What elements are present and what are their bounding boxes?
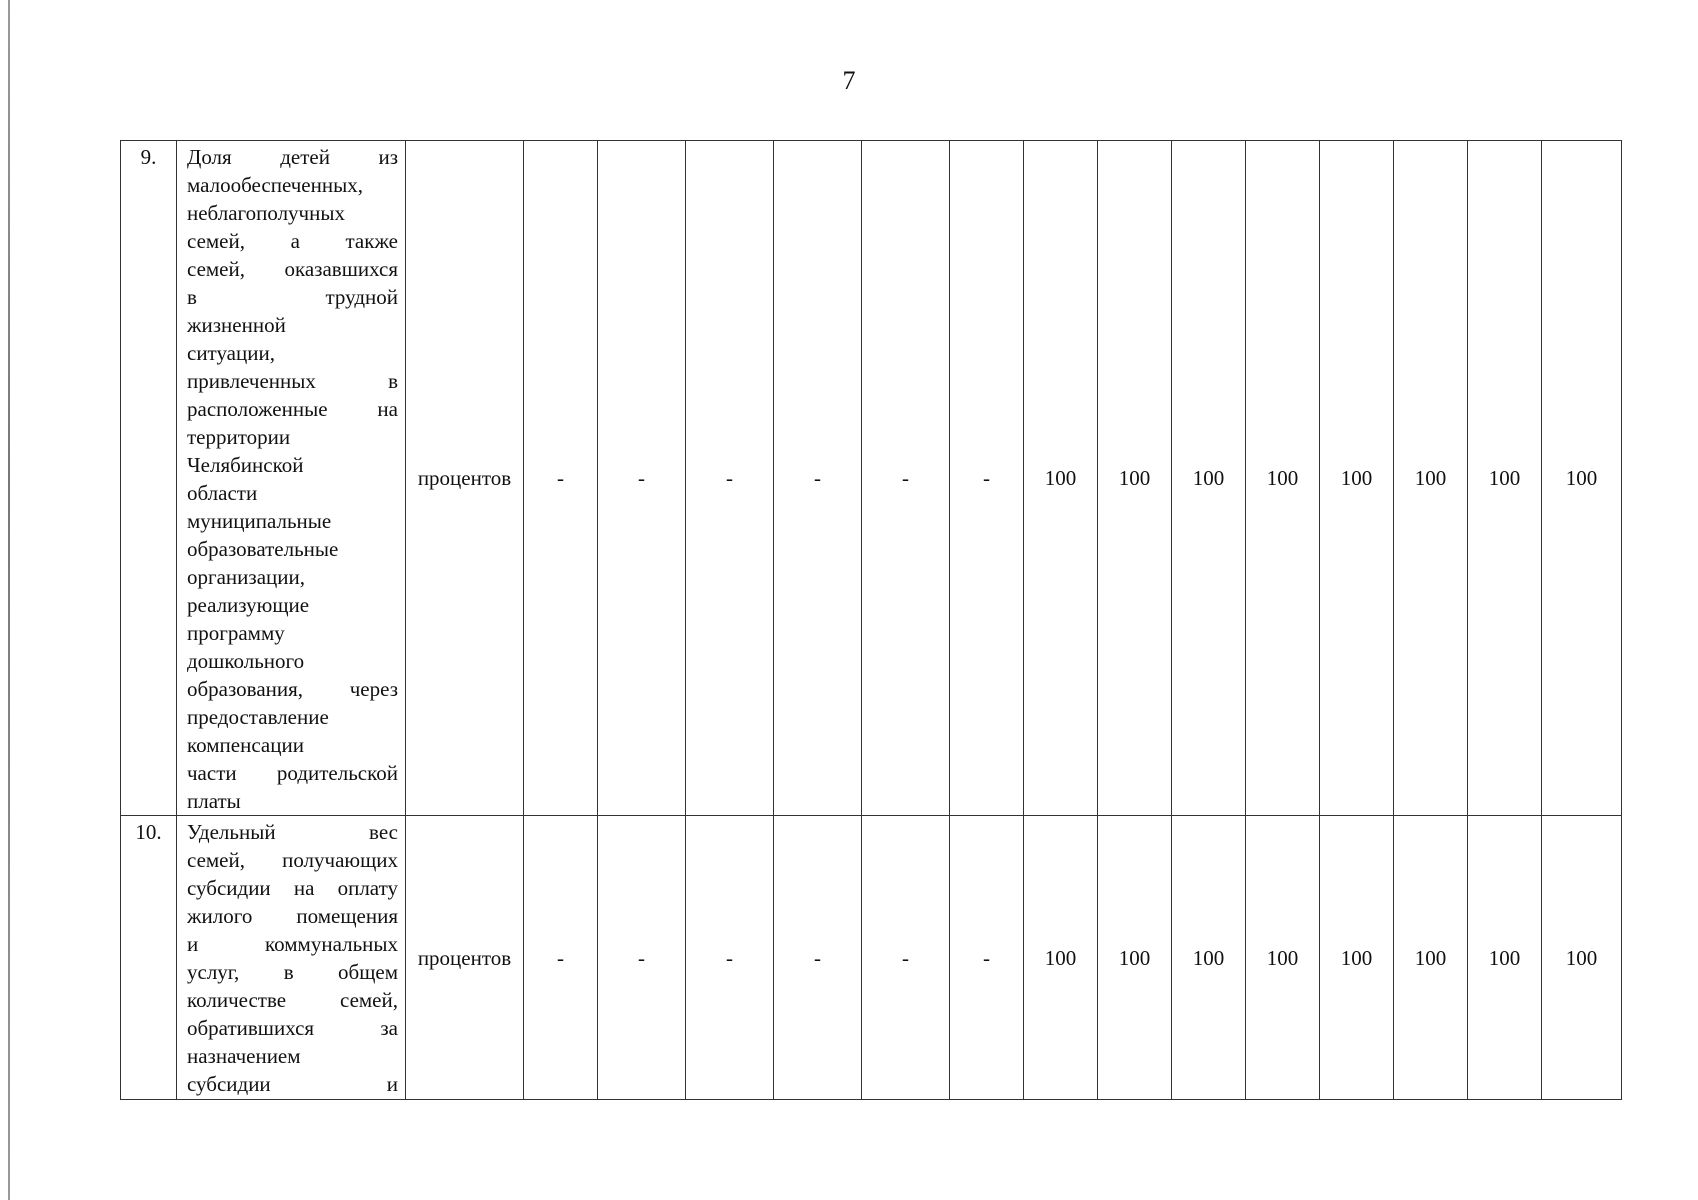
description-line: Удельный вес — [187, 820, 398, 844]
description-line: малообеспеченных, — [187, 173, 363, 197]
value-cell: 100 — [1246, 816, 1320, 1100]
unit-cell: процентов — [406, 816, 524, 1100]
row-number-cell: 10. — [121, 816, 177, 1100]
description-line: обратившихся за — [187, 1016, 398, 1040]
description-line: организации, — [187, 565, 305, 589]
unit-cell: процентов — [406, 141, 524, 816]
value-cell: 100 — [1024, 141, 1098, 816]
description-line: количестве семей, — [187, 988, 398, 1012]
value-cell: 100 — [1024, 816, 1098, 1100]
value-cell: 100 — [1468, 141, 1542, 816]
indicators-table-body — [121, 141, 1622, 1100]
description-line: субсидии и — [187, 1072, 398, 1096]
value-cell: - — [524, 141, 598, 816]
page-number: 7 — [842, 66, 856, 95]
description-line: территории — [187, 425, 291, 449]
value-cell: 100 — [1542, 141, 1622, 816]
description-line: предоставление — [187, 705, 329, 729]
value-cell: 100 — [1098, 816, 1172, 1100]
value-cell: 100 — [1320, 141, 1394, 816]
description-line: дошкольного — [187, 649, 305, 673]
description-line: неблагополучных — [187, 201, 345, 225]
value-cell: - — [598, 141, 686, 816]
description-line: привлеченных в — [187, 369, 398, 393]
table-row — [121, 816, 1622, 1100]
description-line: муниципальные — [187, 509, 332, 533]
description-line: платы — [187, 789, 241, 813]
value-cell: 100 — [1246, 141, 1320, 816]
description-line: назначением — [187, 1044, 301, 1068]
value-cell: 100 — [1172, 816, 1246, 1100]
value-cell: 100 — [1542, 816, 1622, 1100]
value-cell: - — [950, 141, 1024, 816]
description-line: семей, а также — [187, 229, 398, 253]
value-cell: - — [862, 141, 950, 816]
value-cell: 100 — [1172, 141, 1246, 816]
description-line: реализующие — [187, 593, 310, 617]
description-line: образования, через — [187, 677, 398, 701]
description-line: семей, оказавшихся — [187, 257, 398, 281]
description-line: и коммунальных — [187, 932, 398, 956]
value-cell: - — [950, 816, 1024, 1100]
description-line: части родительской — [187, 761, 398, 785]
value-cell: 100 — [1468, 816, 1542, 1100]
description-line: Челябинской — [187, 453, 304, 477]
description-line: семей, получающих — [187, 848, 398, 872]
description-line: жизненной — [187, 313, 286, 337]
row-number-cell: 9. — [121, 141, 177, 816]
value-cell: - — [686, 816, 774, 1100]
scan-edge-line — [8, 0, 10, 1200]
value-cell: - — [774, 816, 862, 1100]
description-line: расположенные на — [187, 397, 398, 421]
description-line: в трудной — [187, 285, 398, 309]
value-cell: 100 — [1098, 141, 1172, 816]
value-cell: 100 — [1394, 816, 1468, 1100]
description-line: Доля детей из — [187, 145, 398, 169]
description-line: программу — [187, 621, 285, 645]
description-line: жилого помещения — [187, 904, 398, 928]
value-cell: - — [524, 816, 598, 1100]
description-line: субсидии на оплату — [187, 876, 398, 900]
description-line: области — [187, 481, 258, 505]
description-line: компенсации — [187, 733, 304, 757]
table-row — [121, 141, 1622, 816]
value-cell: - — [686, 141, 774, 816]
description-line: образовательные — [187, 537, 339, 561]
indicators-table — [120, 140, 1622, 1100]
value-cell: - — [862, 816, 950, 1100]
indicator-description-cell — [177, 816, 406, 1100]
value-cell: 100 — [1394, 141, 1468, 816]
indicator-description-cell — [177, 141, 406, 816]
value-cell: 100 — [1320, 816, 1394, 1100]
value-cell: - — [774, 141, 862, 816]
value-cell: - — [598, 816, 686, 1100]
description-line: услуг, в общем — [187, 960, 398, 984]
description-line: ситуации, — [187, 341, 275, 365]
